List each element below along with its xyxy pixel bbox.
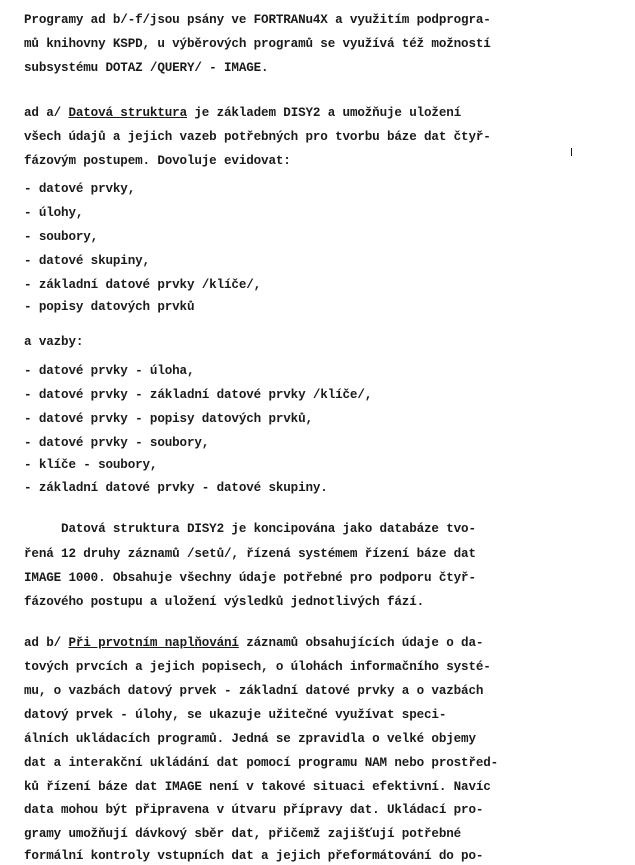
list-item: - základní datové prvky /klíče/, — [24, 278, 262, 292]
list-item: - soubory, — [24, 230, 99, 244]
link-item: - datové prvky - základní datové prvky /klíče/, — [24, 388, 373, 402]
section-b-line: data mohou být připravena v útvaru přípravy dat. Ukládací pro- — [24, 803, 484, 817]
section-b-line: tových prvcích a jejich popisech, o úlohách informačního systé- — [24, 660, 491, 674]
links-label: a vazby: — [24, 335, 84, 349]
section-b-line: gramy umožňují dávkový sběr dat, přičemž zajišťují potřebné — [24, 827, 462, 841]
list-item: - datové prvky, — [24, 182, 136, 196]
section-a-line-2: všech údajů a jejich vazeb potřebných pro tvorbu báze dat čtyř- — [24, 130, 491, 144]
section-a-heading: Datová struktura — [68, 106, 187, 120]
paragraph-line: IMAGE 1000. Obsahuje všechny údaje potřebné pro podporu čtyř- — [24, 571, 476, 585]
section-a-line-1-rest: je základem DISY2 a umožňuje uložení — [186, 106, 462, 120]
section-b-line: dat a interakční ukládání dat pomocí programu NAM nebo prostřed- — [24, 756, 499, 770]
intro-line-3: subsystému DOTAZ /QUERY/ - IMAGE. — [24, 61, 269, 75]
intro-line-2: mů knihovny KSPD, u výběrových programů se využívá též možností — [24, 37, 491, 51]
stray-mark — [571, 148, 572, 156]
section-b-heading: Při prvotním naplňování — [68, 636, 239, 650]
intro-line-1: Programy ad b/-f/jsou psány ve FORTRANu4X a využitím podprogra- — [24, 13, 491, 27]
section-a-line-3: fázovým postupem. Dovoluje evidovat: — [24, 154, 291, 168]
paragraph-line: fázového postupu a uložení výsledků jednotlivých fází. — [24, 595, 425, 609]
list-item: - popisy datových prvků — [24, 300, 195, 314]
section-b-line-1-rest: záznamů obsahujících údaje o da- — [238, 636, 484, 650]
paragraph-line: Datová struktura DISY2 je koncipována jako databáze tvo- — [24, 522, 476, 536]
section-b-line: formální kontroly vstupních dat a jejich přeformátování do po- — [24, 849, 484, 863]
section-b-prefix: ad b/ — [24, 636, 69, 650]
list-item: - úlohy, — [24, 206, 84, 220]
link-item: - datové prvky - soubory, — [24, 436, 210, 450]
section-a-prefix: ad a/ — [24, 106, 69, 120]
list-item: - datové skupiny, — [24, 254, 150, 268]
link-item: - datové prvky - popisy datových prvků, — [24, 412, 313, 426]
section-b-line: mu, o vazbách datový prvek - základní datové prvky a o vazbách — [24, 684, 484, 698]
link-item: - klíče - soubory, — [24, 458, 158, 472]
section-b-line-1 — [24, 634, 483, 652]
section-b-line: ků řízení báze dat IMAGE není v takové situaci efektivní. Navíc — [24, 780, 491, 794]
section-a-line-1 — [24, 104, 461, 122]
link-item: - základní datové prvky - datové skupiny. — [24, 481, 328, 495]
link-item: - datové prvky - úloha, — [24, 364, 195, 378]
section-b-line: datový prvek - úlohy, se ukazuje užitečné využívat speci- — [24, 708, 447, 722]
section-b-line: álních ukládacích programů. Jedná se zpravidla o velké objemy — [24, 732, 476, 746]
paragraph-line: řená 12 druhy záznamů /setů/, řízená systémem řízení báze dat — [24, 547, 476, 561]
